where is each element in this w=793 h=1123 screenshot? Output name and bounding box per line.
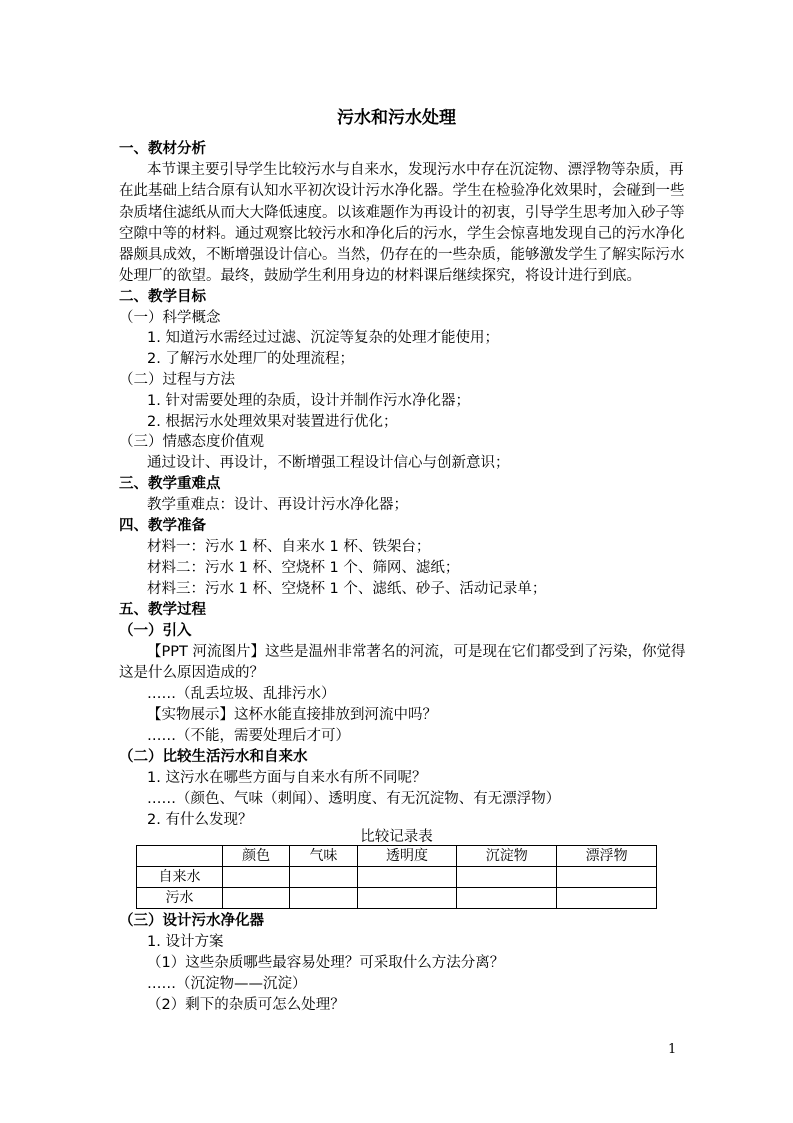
paragraph-line: 通过设计、再设计，不断增强工程设计信心与创新意识；: [147, 455, 510, 471]
paragraph-line: 【实物展示】这杯水能直接排放到河流中吗？: [147, 707, 437, 723]
paragraph-line: 杂质堵住滤纸从而大大降低速度。以该难题作为再设计的初衷，引导学生思考加入砂子等: [119, 205, 685, 221]
list-item: 材料一：污水 1 杯、自来水 1 杯、铁架台；: [147, 539, 431, 555]
table-cell: [223, 888, 290, 909]
table-cell: [557, 888, 657, 909]
table-cell: [457, 888, 557, 909]
table-header-cell: 气味: [290, 846, 357, 867]
paragraph-line: 在此基础上结合原有认知水平初次设计污水净化器。学生在检验净化效果时，会碰到一些: [119, 183, 685, 199]
paragraph-line: 空隙中等的材料。通过观察比较污水和净化后的污水，学生会惊喜地发现自己的污水净化: [119, 226, 685, 242]
answer-line: ……（沉淀物——沉淀）: [147, 976, 307, 992]
table-cell: [357, 867, 457, 888]
answer-line: ……（乱丢垃圾、乱排污水）: [147, 686, 336, 702]
subsection-heading: （三）设计污水净化器: [119, 913, 264, 929]
table-header-cell: 颜色: [223, 846, 290, 867]
answer-line: ……（颜色、气味（刺闻）、透明度、有无沉淀物、有无漂浮物）: [147, 791, 561, 807]
subsection-heading: （二）比较生活污水和自来水: [119, 749, 308, 765]
section-heading: 三、教学重难点: [119, 476, 221, 492]
page-number: 1: [668, 1042, 677, 1057]
paragraph-line: 处理厂的欲望。最终，鼓励学生利用身边的材料课后继续探究，将设计进行到底。: [119, 268, 641, 284]
table-header-cell: [137, 846, 223, 867]
page-title: 污水和污水处理: [337, 108, 456, 128]
answer-line: ……（不能，需要处理后才可）: [147, 728, 350, 744]
list-item: 2. 根据污水处理效果对装置进行优化；: [147, 414, 398, 430]
list-item: 材料二：污水 1 杯、空烧杯 1 个、筛网、滤纸；: [147, 560, 460, 576]
list-item: 2. 有什么发现？: [147, 812, 253, 828]
list-item: 材料三：污水 1 杯、空烧杯 1 个、滤纸、砂子、活动记录单；: [147, 581, 547, 597]
section-heading: 二、教学目标: [119, 289, 206, 305]
section-heading: 一、教材分析: [119, 141, 206, 157]
subsection-heading: （一）科学概念: [119, 310, 221, 326]
table-row-label: 自来水: [137, 867, 223, 888]
list-item: 1. 针对需要处理的杂质，设计并制作污水净化器；: [147, 393, 470, 409]
paragraph-line: 【PPT 河流图片】这些是温州非常著名的河流，可是现在它们都受到了污染，你觉得: [147, 644, 686, 660]
paragraph-line: 教学重难点：设计、再设计污水净化器；: [147, 497, 408, 513]
table-cell: [290, 867, 357, 888]
subsection-heading: （三）情感态度价值观: [119, 434, 264, 450]
section-heading: 四、教学准备: [119, 518, 206, 534]
table-header-cell: 透明度: [357, 846, 457, 867]
subsection-heading: （一）引入: [119, 623, 192, 639]
paragraph-line: （1）这些杂质哪些最容易处理？可采取什么方法分离？: [147, 955, 505, 971]
comparison-table: [136, 845, 657, 909]
table-cell: [457, 867, 557, 888]
table-cell: [357, 888, 457, 909]
paragraph-line: （2）剩下的杂质可怎么处理？: [147, 997, 345, 1013]
list-item: 1. 知道污水需经过过滤、沉淀等复杂的处理才能使用；: [147, 330, 499, 346]
table-row: [137, 867, 657, 888]
table-cell: [290, 888, 357, 909]
paragraph-line: 这是什么原因造成的？: [119, 665, 264, 681]
list-item: 1. 设计方案: [147, 934, 224, 950]
table-row-label: 污水: [137, 888, 223, 909]
table-header-row: [137, 846, 657, 867]
table-header-cell: 沉淀物: [457, 846, 557, 867]
list-item: 2. 了解污水处理厂的处理流程；: [147, 351, 354, 367]
section-heading: 五、教学过程: [119, 602, 206, 618]
table-caption: 比较记录表: [360, 829, 433, 845]
table-cell: [223, 867, 290, 888]
list-item: 1. 这污水在哪些方面与自来水有所不同呢？: [147, 770, 427, 786]
subsection-heading: （二）过程与方法: [119, 372, 235, 388]
table-cell: [557, 867, 657, 888]
paragraph-line: 器颇具成效，不断增强设计信心。当然，仍存在的一些杂质，能够激发学生了解实际污水: [119, 247, 685, 263]
paragraph-line: 本节课主要引导学生比较污水与自来水，发现污水中存在沉淀物、漂浮物等杂质，再: [147, 162, 684, 178]
table-row: [137, 888, 657, 909]
table-header-cell: 漂浮物: [557, 846, 657, 867]
